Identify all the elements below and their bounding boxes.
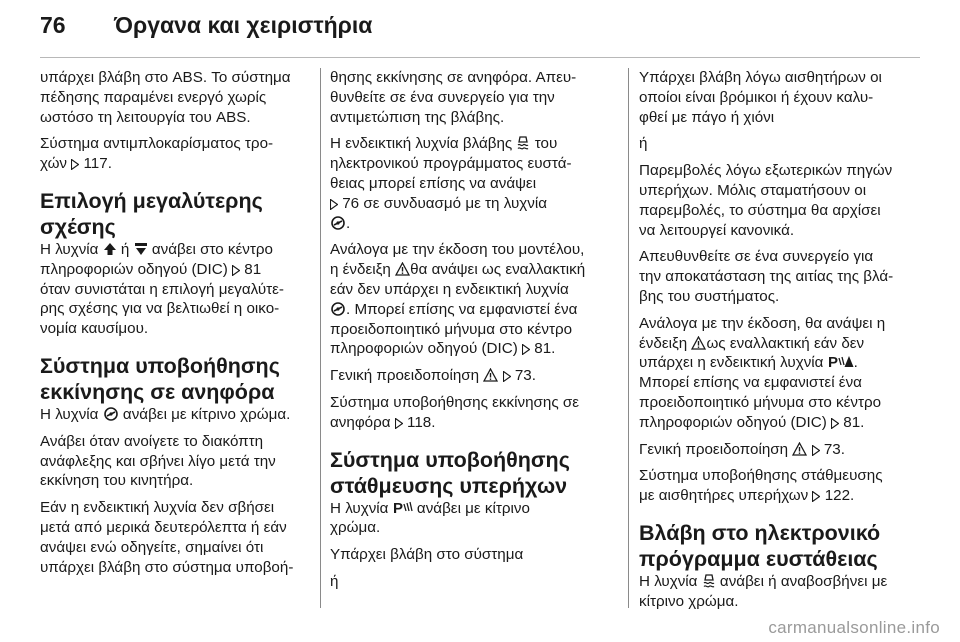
- triangle-right-icon: [395, 418, 403, 429]
- upshift-arrow-icon: [103, 242, 117, 256]
- paragraph: ή: [330, 572, 339, 590]
- triangle-right-icon: [71, 159, 79, 170]
- paragraph: Η λυχνία ή ανάβει στο κέντρο πληροφοριών οδηγού (DIC) 81 όταν συνιστάται η επιλογή μεγαλύτε- ρης σχέσης για να βελτιωθεί η οικο- νομία καυσίμου.: [40, 240, 284, 338]
- column-divider: [320, 68, 321, 608]
- paragraph: Η λυχνία ανάβει ή αναβοσβήνει με κίτρινο χρώμα.: [639, 572, 888, 610]
- hill-start-assist-icon: [330, 216, 346, 230]
- page-ref-link[interactable]: 73.: [823, 440, 845, 458]
- paragraph: Η λυχνία ανάβει με κίτρινο χρώμα.: [40, 405, 291, 423]
- triangle-right-icon: [831, 418, 839, 429]
- triangle-right-icon: [232, 265, 240, 276]
- paragraph: θησης εκκίνησης σε ανηφόρα. Απευ- θυνθείτε σε ένα συνεργείο για την αντιμετώπιση της βλάβης.: [330, 69, 577, 126]
- paragraph: Σύστημα αντιμπλοκαρίσματος τρο- χών 117.: [40, 135, 274, 173]
- page-ref-link[interactable]: 122.: [824, 487, 855, 505]
- paragraph: Σύστημα υποβοήθησης στάθμευσης με αισθητήρες υπερήχων 122.: [639, 467, 883, 505]
- column-1: [40, 68, 310, 584]
- warning-triangle-icon: [483, 368, 498, 382]
- esp-skid-icon: [702, 574, 716, 588]
- paragraph: Η λυχνία P ανάβει με κίτρινο χρώμα.: [330, 499, 530, 537]
- warning-triangle-icon: [395, 262, 410, 276]
- paragraph: Εάν η ενδεικτική λυχνία δεν σβήσει μετά από μερικά δευτερόλεπτα ή εάν ανάψει ενώ οδηγείτε, σημαίνει ότι υπάρχει βλάβη στο σύστημα υποβοή-: [40, 499, 294, 576]
- page-ref-link[interactable]: 117.: [83, 155, 112, 173]
- paragraph: ή: [639, 135, 648, 153]
- paragraph: Παρεμβολές λόγω εξωτερικών πηγών υπερήχων. Μόλις σταματήσουν οι παρεμβολές, το σύστημα θα αρχίσει να λειτουργεί κανονικά.: [639, 162, 893, 239]
- park-assist-icon: [393, 500, 413, 515]
- section-heading: Σύστημα υποβοήθησης στάθμευσης υπερήχων: [330, 447, 570, 498]
- column-3: [639, 68, 924, 619]
- paragraph: Ανάλογα με την έκδοση του μοντέλου, η ένδειξη θα ανάψει ως εναλλακτική εάν δεν υπάρχει η ενδεικτική λυχνία . Μπορεί επίσης να εμφανιστεί ένα προειδοποιητικό μήνυμα στο κέντρο πληροφοριών οδηγού (DIC) 81.: [330, 241, 586, 358]
- paragraph: Απευθυνθείτε σε ένα συνεργείο για την αποκατάσταση της αιτίας της βλά- βης του συστήματος.: [639, 248, 894, 305]
- triangle-right-icon: [812, 445, 820, 456]
- header-rule: [40, 57, 920, 58]
- watermark: carmanualsonline.info: [768, 618, 940, 637]
- park-assist-warning-icon: [828, 354, 854, 369]
- section-heading: Σύστημα υποβοήθησης εκκίνησης σε ανηφόρα: [40, 353, 280, 404]
- paragraph: Γενική προειδοποίηση 73.: [639, 440, 845, 458]
- upshift-gear-icon: [134, 242, 148, 256]
- triangle-right-icon: [812, 491, 820, 502]
- page-ref-link[interactable]: 118.: [407, 413, 436, 431]
- paragraph: Ανάβει όταν ανοίγετε το διακόπτη ανάφλεξης και σβήνει λίγο μετά την εκκίνηση του κινητήρα.: [40, 432, 276, 490]
- page-header: [0, 0, 960, 58]
- column-divider: [628, 68, 629, 608]
- paragraph: Ανάλογα με την έκδοση, θα ανάψει η ένδειξη ως εναλλακτική εάν δεν υπάρχει η ενδεικτική λυχνία P . Μπορεί επίσης να εμφανιστεί ένα προειδοποιητικό μήνυμα στο κέντρο πληροφοριών οδηγού (DIC) 81.: [639, 314, 886, 431]
- section-heading: Βλάβη στο ηλεκτρονικό πρόγραμμα ευστάθειας: [639, 520, 881, 571]
- page-title: Όργανα και χειριστήρια: [114, 12, 373, 38]
- page-ref-link[interactable]: 76 σε συνδυασμό με τη λυχνία: [342, 194, 547, 212]
- hill-start-assist-icon: [103, 407, 119, 421]
- esp-skid-icon: [516, 136, 530, 150]
- paragraph: Σύστημα υποβοήθησης εκκίνησης σε ανηφόρα 118.: [330, 393, 580, 431]
- svg-text:P: P: [392, 499, 403, 515]
- paragraph: Η ενδεικτική λυχνία βλάβης του ηλεκτρονικού προγράμματος ευστά- θειας μπορεί επίσης να ανάψει 76 σε συνδυασμό με τη λυχνία .: [330, 135, 572, 232]
- page-ref-link[interactable]: 73.: [514, 367, 536, 385]
- warning-triangle-icon: [691, 336, 706, 350]
- page-ref-link[interactable]: 81.: [534, 340, 556, 358]
- section-heading: Επιλογή μεγαλύτερης σχέσης: [40, 188, 263, 239]
- warning-triangle-icon: [792, 442, 807, 456]
- paragraph: Γενική προειδοποίηση 73.: [330, 367, 536, 385]
- triangle-right-icon: [503, 371, 511, 382]
- triangle-right-icon: [522, 344, 530, 355]
- paragraph: υπάρχει βλάβη στο ABS. Το σύστημα πέδησης παραμένει ενεργό χωρίς ωστόσο τη λειτουργία του ABS.: [40, 69, 291, 126]
- column-2: [330, 68, 605, 599]
- page-ref-link[interactable]: 81.: [843, 413, 865, 431]
- paragraph: Υπάρχει βλάβη στο σύστημα: [330, 546, 524, 564]
- page-ref-link[interactable]: 81: [244, 260, 262, 278]
- paragraph: Υπάρχει βλάβη λόγω αισθητήρων οι οποίοι είναι βρόμικοι ή έχουν καλυ- φθεί με πάγο ή χιόνι: [639, 69, 882, 126]
- svg-text:P: P: [827, 354, 838, 370]
- hill-start-assist-icon: [330, 302, 346, 316]
- page-number: 76: [40, 12, 66, 38]
- triangle-right-icon: [330, 199, 338, 210]
